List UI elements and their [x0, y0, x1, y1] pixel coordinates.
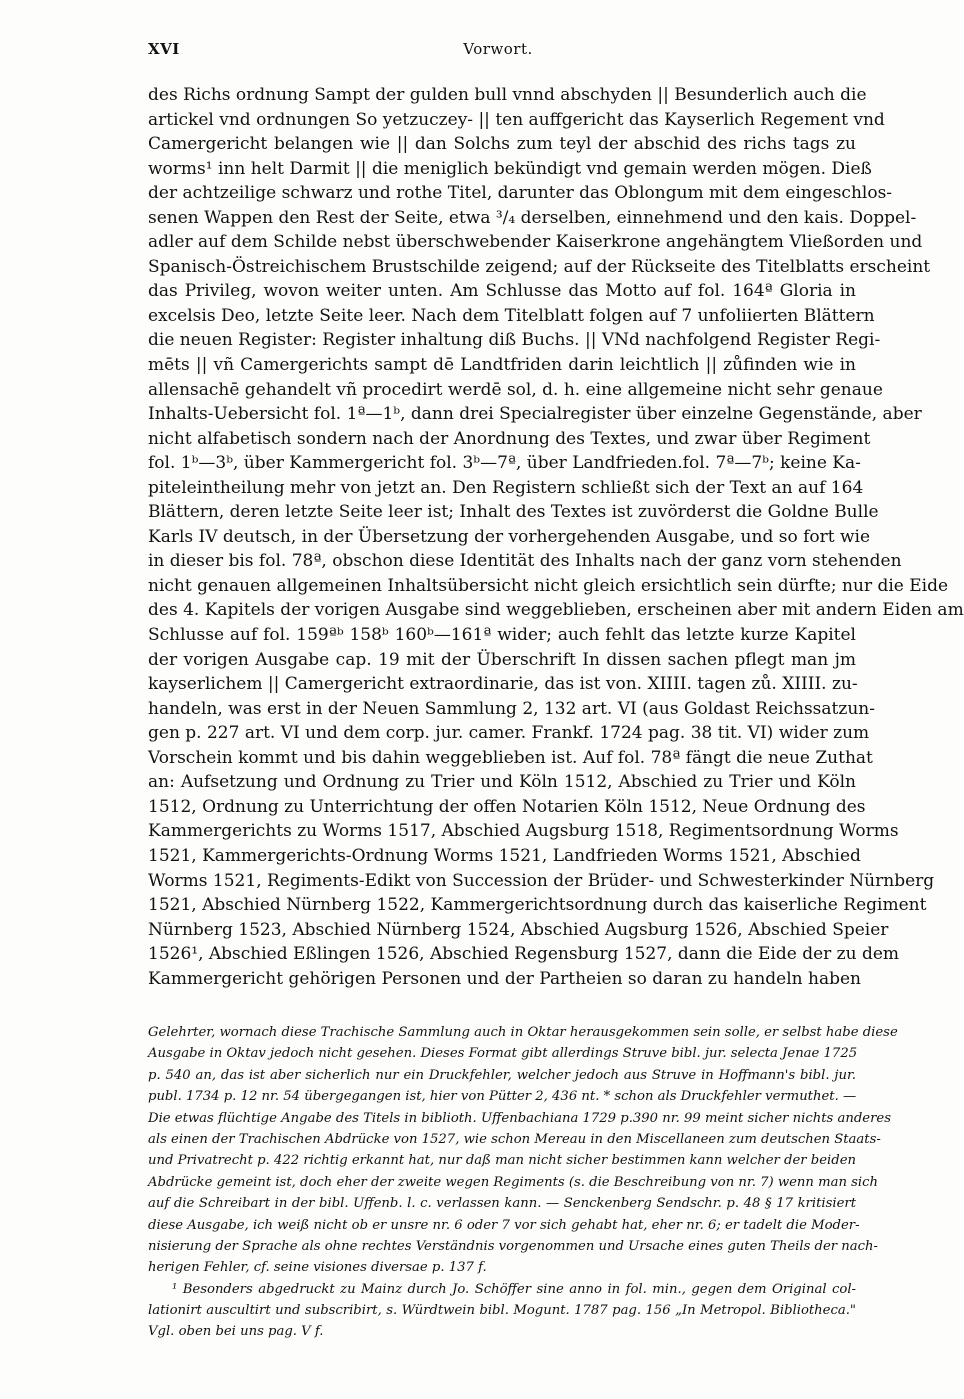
body-line: Nürnberg 1523, Abschied Nürnberg 1524, Abschied Augsburg 1526, Abschied Speier	[148, 919, 889, 940]
footnote-line: lationirt auscultirt und subscribirt, s. Würdtwein bibl. Mogunt. 1787 pag. 156 „In Metropol. Bibliotheca."	[148, 1303, 856, 1319]
body-line: gen p. 227 art. VI und dem corp. jur. camer. Frankf. 1724 pag. 38 tit. VI) wider zum	[148, 723, 870, 744]
body-line: Kammergerichts zu Worms 1517, Abschied Augsburg 1518, Regimentsordnung Worms	[148, 821, 899, 842]
body-line: Blättern, deren letzte Seite leer ist; Inhalt des Textes ist zuvörderst die Goldne Bulle	[148, 502, 879, 523]
body-line: 1521, Abschied Nürnberg 1522, Kammergerichtsordnung durch das kaiserliche Regiment	[148, 895, 927, 916]
footnote-line: herigen Fehler, cf. seine visiones diversae p. 137 f.	[148, 1260, 487, 1276]
footnote-line: p. 540 an, das ist aber sicherlich nur ein Druckfehler, welcher jedoch aus Struve in Hoffmann's bibl. jur.	[148, 1067, 856, 1083]
body-line: nicht genauen allgemeinen Inhaltsübersicht nicht gleich ersichtlich sein dürfte; nur die Eide	[148, 575, 949, 596]
body-line: Schlusse auf fol. 159ªᵇ 158ᵇ 160ᵇ—161ª wider; auch fehlt das letzte kurze Kapitel	[148, 625, 856, 646]
body-line: excelsis Deo, letzte Seite leer. Nach dem Titelblatt folgen auf 7 unfoliierten Blättern	[148, 305, 875, 326]
body-line: nicht alfabetisch sondern nach der Anordnung des Textes, und zwar über Regiment	[148, 428, 871, 449]
footnote-line: als einen der Trachischen Abdrücke von 1527, wie schon Mereau in den Miscellaneen zum deutschen Staats-	[148, 1131, 881, 1147]
running-title: Vorwort.	[463, 40, 533, 58]
body-line: der vorigen Ausgabe cap. 19 mit der Überschrift In dissen sachen pflegt man jm	[148, 649, 856, 670]
page-number: XVI	[148, 40, 180, 58]
page-header	[148, 40, 848, 62]
body-line: artickel vnd ordnungen So yetzuczey- || ten auffgericht das Kayserlich Regement vnd	[148, 109, 885, 130]
body-line: piteleintheilung mehr von jetzt an. Den Registern schließt sich der Text an auf 164	[148, 477, 864, 498]
body-line: 1526¹, Abschied Eßlingen 1526, Abschied Regensburg 1527, dann die Eide der zu dem	[148, 944, 900, 965]
body-line: Vorschein kommt und bis dahin weggeblieben ist. Auf fol. 78ª fängt die neue Zuthat	[148, 747, 873, 768]
body-line: die neuen Register: Register inhaltung diß Buchs. || VNd nachfolgend Register Regi-	[148, 330, 881, 351]
footnote-line: nisierung der Sprache als ohne rechtes Verständnis vorgenommen und Ursache eines guten Theils der nach-	[148, 1238, 878, 1254]
body-line: des Richs ordnung Sampt der gulden bull vnnd abschyden || Besunderlich auch die	[148, 85, 867, 105]
footnote-line: Gelehrter, wornach diese Trachische Sammlung auch in Oktar herausgekommen sein solle, er selbst habe diese	[148, 1025, 898, 1040]
footnote-line: Ausgabe in Oktav jedoch nicht gesehen. Dieses Format gibt allerdings Struve bibl. jur. selecta Jenae 1725	[148, 1046, 858, 1062]
footnote-line: Die etwas flüchtige Angabe des Titels in biblioth. Uffenbachiana 1729 p.390 nr. 99 meint sicher nichts anderes	[148, 1110, 891, 1126]
body-line: Inhalts-Uebersicht fol. 1ª—1ᵇ, dann drei Specialregister über einzelne Gegenstände, aber	[148, 404, 922, 425]
footnote-line: publ. 1734 p. 12 nr. 54 übergegangen ist, hier von Pütter 2, 436 nt. * schon als Druckfehler vermuthet. —	[148, 1089, 857, 1105]
body-line: Spanisch-Östreichischem Brustschilde zeigend; auf der Rückseite des Titelblatts erscheint	[148, 256, 931, 277]
body-line: worms¹ inn helt Darmit || die meniglich bekündigt vnd gemain werden mögen. Dieß	[148, 158, 872, 179]
body-line: Camergericht belangen wie || dan Solchs zum teyl der abschid des richs tags zu	[148, 134, 856, 155]
body-line: Worms 1521, Regiments-Edikt von Succession der Brüder- und Schwesterkinder Nürnberg	[148, 870, 935, 891]
body-line: der achtzeilige schwarz und rothe Titel, darunter das Oblongum mit dem eingeschlos-	[148, 183, 893, 204]
body-line: in dieser bis fol. 78ª, obschon diese Identität des Inhalts nach der ganz vorn stehenden	[148, 551, 902, 572]
body-line: das Privileg, wovon weiter unten. Am Schlusse das Motto auf fol. 164ª Gloria in	[148, 281, 856, 302]
body-line: des 4. Kapitels der vorigen Ausgabe sind weggeblieben, erscheinen aber mit andern Eiden am	[148, 600, 964, 621]
body-line: senen Wappen den Rest der Seite, etwa ³/₄ derselben, einnehmend und den kais. Doppel-	[148, 207, 917, 228]
body-line: adler auf dem Schilde nebst überschwebender Kaiserkrone angehängtem Vließorden und	[148, 232, 923, 253]
footnotes	[148, 1022, 898, 1343]
body-line: 1521, Kammergerichts-Ordnung Worms 1521, Landfrieden Worms 1521, Abschied	[148, 845, 861, 866]
body-line: mēts || vñ Camergerichts sampt dē Landtfriden darin leichtlich || zůfinden wie in	[148, 355, 856, 376]
main-text	[148, 83, 964, 991]
body-line: Kammergericht gehörigen Personen und der Partheien so daran zu handeln haben	[148, 968, 861, 989]
footnote-line: diese Ausgabe, ich weiß nicht ob er unsre nr. 6 oder 7 vor sich gehabt hat, eher nr. 6; er tadelt die Moder-	[148, 1217, 860, 1233]
footnote-line: ¹ Besonders abgedruckt zu Mainz durch Jo. Schöffer sine anno in fol. min., gegen dem Original col-	[172, 1281, 856, 1297]
footnote-line: und Privatrecht p. 422 richtig erkannt hat, nur daß man nicht sicher bestimmen kann welcher der beiden	[148, 1153, 856, 1169]
body-line: fol. 1ᵇ—3ᵇ, über Kammergericht fol. 3ᵇ—7ª, über Landfrieden.fol. 7ª—7ᵇ; keine Ka-	[148, 453, 861, 474]
footnote-line: auf die Schreibart in der bibl. Uffenb. l. c. verlassen kann. — Senckenberg Sendschr. p. 48 § 17 kritisiert	[148, 1196, 856, 1212]
body-line: 1512, Ordnung zu Unterrichtung der offen Notarien Köln 1512, Neue Ordnung des	[148, 796, 866, 817]
body-line: Karls IV deutsch, in der Übersetzung der vorhergehenden Ausgabe, und so fort wie	[148, 526, 871, 547]
body-line: handeln, was erst in der Neuen Sammlung 2, 132 art. VI (aus Goldast Reichssatzun-	[148, 698, 875, 719]
body-line: allensachē gehandelt vñ procedirt werdē sol, d. h. eine allgemeine nicht sehr genaue	[148, 379, 883, 400]
body-line: an: Aufsetzung und Ordnung zu Trier und Köln 1512, Abschied zu Trier und Köln	[148, 772, 856, 793]
footnote-line: Abdrücke gemeint ist, doch eher der zweite wegen Regiments (s. die Beschreibung von nr. 7) wenn man sich	[148, 1174, 879, 1190]
body-line: kayserlichem || Camergericht extraordinarie, das ist von. XIIII. tagen zů. XIIII. zu-	[148, 674, 858, 695]
footnote-line: Vgl. oben bei uns pag. V f.	[148, 1324, 324, 1340]
